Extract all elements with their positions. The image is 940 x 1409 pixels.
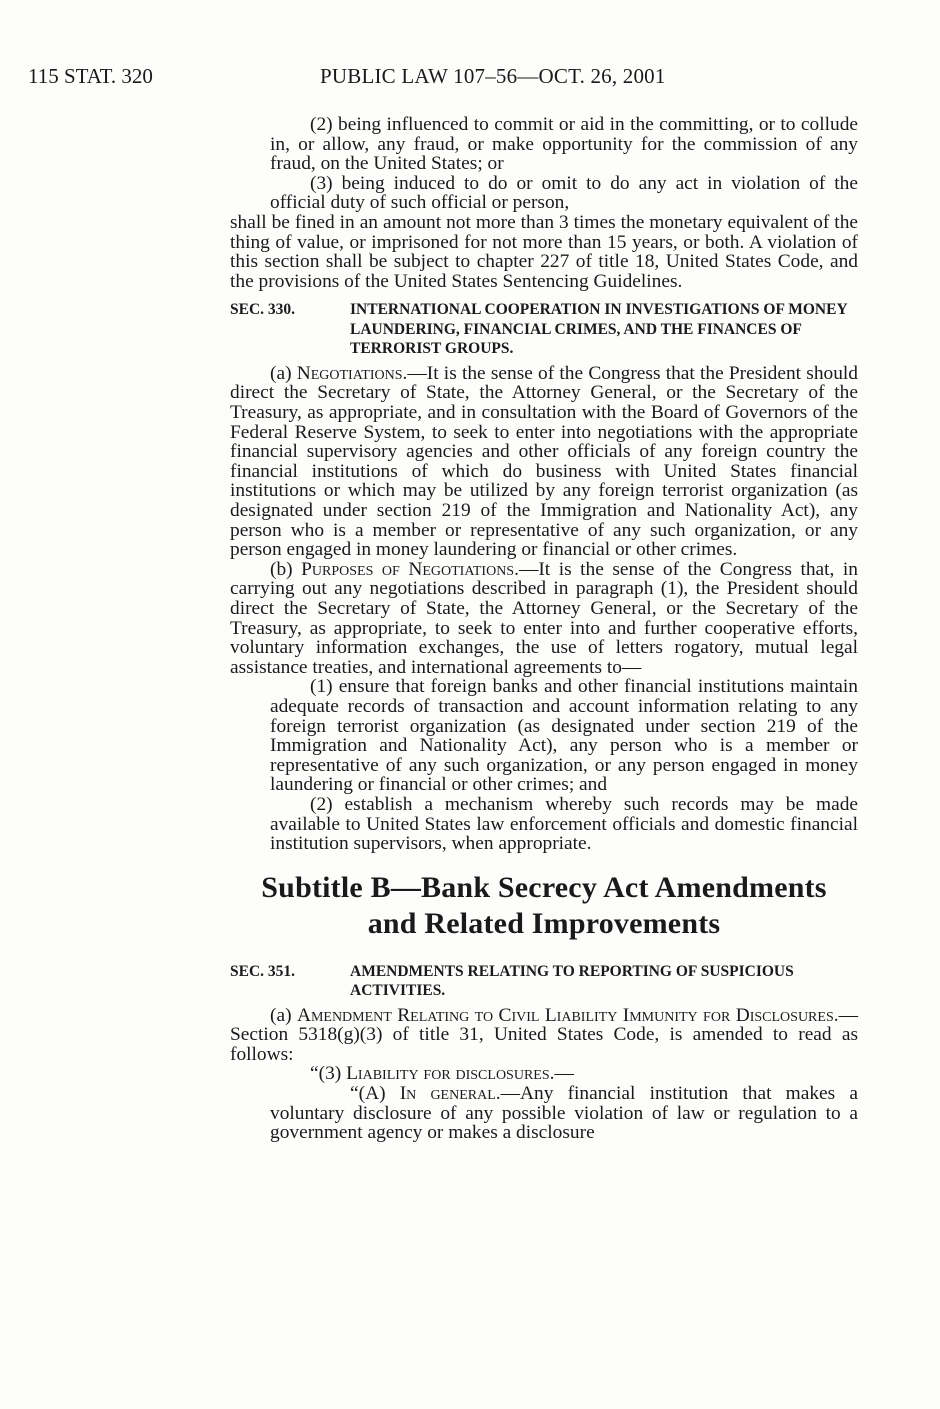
quoted-heading: Liability for disclosures	[346, 1063, 550, 1085]
paragraph-3: (3) being induced to do or omit to do any act in violation of the official duty of such official or person,	[270, 172, 858, 214]
subsection-a: (a) Negotiations.—It is the sense of the Congress that the President should direct the Secretary of State, the Attorney General, or the Secretary of the Treasury, as appropriate, and in consultation with the Board of Governors of the Federal Reserve System, to seek to enter into negotiations with the appropriate financial supervisory agencies and other officials of any foreign country the financial institutions of which do business with United States financial institutions or which may be utilized by any foreign terrorist organization (as designated under section 219 of the Immigration and Nationality Act), any person who is a member or representative of any such organization, or any person engaged in money laundering or financial or other crimes.	[230, 362, 858, 561]
quoted-heading: In general	[399, 1083, 496, 1105]
subtitle-line-1: Subtitle B—Bank Secrecy Act Amendments	[261, 870, 827, 904]
section-351-heading	[230, 962, 858, 1001]
section-title: INTERNATIONAL COOPERATION IN INVESTIGATIONS OF MONEY LAUNDERING, FINANCIAL CRIMES, AND THE FINANCES OF TERRORIST GROUPS.	[350, 301, 848, 358]
subsection-heading: Negotiations	[296, 362, 403, 384]
page-header	[28, 64, 880, 94]
subtitle-line-2: and Related Improvements	[367, 906, 721, 940]
subsection-heading: Purposes of Negotiations	[301, 558, 515, 580]
subsection-heading: Amendment Relating to Civil Liability Immunity for Disclosures	[296, 1004, 834, 1026]
document-body	[230, 115, 858, 1143]
quoted-subparagraph-a: “(A) In general.—Any financial institution that makes a voluntary disclosure of any possible violation of law or regulation to a government agency or makes a disclosure	[270, 1083, 858, 1144]
law-title: PUBLIC LAW 107–56—OCT. 26, 2001	[320, 64, 666, 88]
paragraph-b1: (1) ensure that foreign banks and other financial institutions maintain adequate records of transaction and account information relating to any foreign terrorist organization (as designated under section 219 of the Immigration and Nationality Act), any person who is a member or representative of any such organization, or any person engaged in money laundering or financial or other crimes; and	[270, 676, 858, 796]
section-number: SEC. 330.	[230, 301, 296, 319]
subtitle-heading	[230, 870, 858, 942]
paragraph-b2: (2) establish a mechanism whereby such records may be made available to United States law enforcement officials and domestic financial institution supervisors, when appropriate.	[270, 793, 858, 855]
section-330-heading	[230, 300, 858, 359]
penalty-paragraph: shall be fined in an amount not more than 3 times the monetary equivalent of the thing of value, or imprisoned for not more than 15 years, or both. A violation of this section shall be subject to chapter 227 of title 18, United States Code, and the provisions of the United States Sentencing Guidelines.	[230, 211, 858, 292]
section-title: AMENDMENTS RELATING TO REPORTING OF SUSPICIOUS ACTIVITIES.	[350, 962, 794, 1000]
stat-reference: 115 STAT. 320	[28, 64, 153, 88]
section-number: SEC. 351.	[230, 962, 296, 980]
paragraph-2: (2) being influenced to commit or aid in the committing, or to collude in, or allow, any fraud, or make opportunity for the commission of any fraud, on the United States; or	[270, 114, 858, 175]
subsection-351-a: (a) Amendment Relating to Civil Liability Immunity for Disclosures.—Section 5318(g)(3) of title 31, United States Code, is amended to read as follows:	[230, 1004, 858, 1065]
subsection-b: (b) Purposes of Negotiations.—It is the sense of the Congress that, in carrying out any negotiations described in paragraph (1), the President should direct the Secretary of State, the Attorney General, or the Secretary of the Treasury, as appropriate, to seek to enter into and further cooperative efforts, voluntary information exchanges, the use of letters rogatory, mutual legal assistance treaties, and international agreements to—	[230, 558, 858, 678]
quoted-paragraph-3: “(3) Liability for disclosures.—	[310, 1063, 574, 1085]
